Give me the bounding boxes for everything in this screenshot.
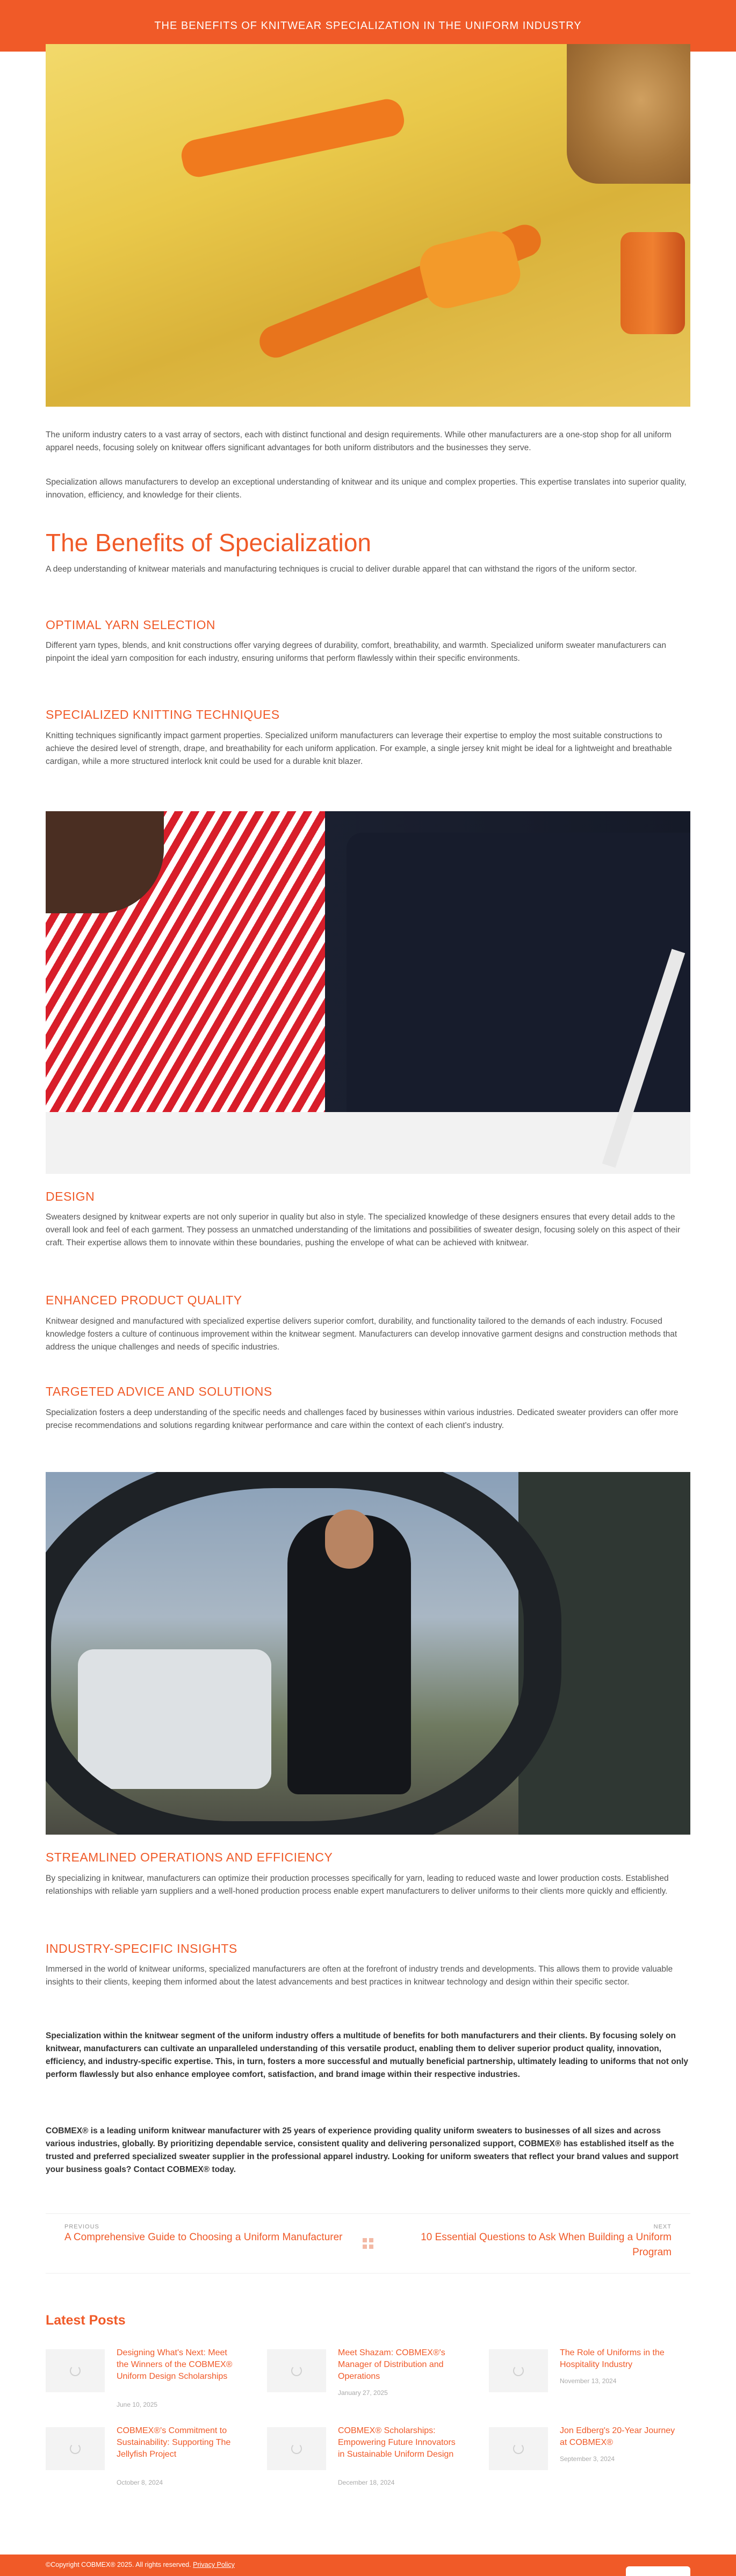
section-heading-design: DESIGN [46, 1189, 95, 1203]
conclusion-paragraph-1: Specialization within the knitwear segment of the uniform industry offers a multitude of benefits for both manufacturers and their clients. By focusing solely on knitwear, manufacturers can cultivate an unparalleled understanding of this versatile product, enabling them to deliver superior product quality, innovation, efficiency, and industry-specific expertise. This, in turn, fosters a more successful and mutually beneficial partnership, ultimately leading to uniforms that not only perform flawlessly but also enhance employee comfort, satisfaction, and brand image within their respective industries. [46, 2031, 689, 2079]
yarn-spool-brown [567, 44, 690, 184]
section-body-yarn: Different yarn types, blends, and knit constructions offer varying degrees of durability, comfort, breathability, and warmth. Specialized uniform sweater manufacturers can pinpoint the ideal yarn composition for each industry, ensuring uniforms that perform flawlessly within their specific environments. [46, 641, 667, 663]
benefits-lead: A deep understanding of knitwear materials and manufacturing techniques is crucial to deliver durable apparel that can withstand the rigors of the uniform sector. [46, 565, 637, 574]
section-heading-knitting: SPECIALIZED KNITTING TECHNIQUES [46, 708, 280, 721]
loading-spinner-icon [291, 2443, 302, 2454]
latest-post-date: September 3, 2024 [560, 2455, 615, 2463]
section-body-insights: Immersed in the world of knitwear uniforms, specialized manufacturers are often at the forefront of industry trends and developments. This allows them to provide valuable insights to their clients, keeping them informed about the latest advancements and best practices in knitwear technology and design within their specific sector. [46, 1965, 673, 1987]
latest-post-title[interactable]: The Role of Uniforms in the Hospitality Industry [560, 2348, 665, 2369]
loading-spinner-icon [291, 2365, 302, 2376]
navy-sweater [347, 833, 690, 1144]
latest-post-title[interactable]: COBMEX®'s Commitment to Sustainability: Supporting The Jellyfish Project [117, 2426, 231, 2459]
section-body-operations: By specializing in knitwear, manufacturers can optimize their production processes specifically for yarn, leading to reduced waste and lower production costs. Established relationships with reliable yarn suppliers and a well-honed production process enable expert manufacturers to deliver uniforms to their clients more quickly and efficiently. [46, 1874, 669, 1896]
section-body-advice: Specialization fosters a deep understanding of the specific needs and challenges faced by businesses within various industries. Dedicated sweater providers can offer more precise recommendations and solutions regarding knitwear performance and care within the context of each client's industry. [46, 1408, 679, 1430]
previous-post-link[interactable] [64, 2224, 344, 2245]
post-thumbnail[interactable] [46, 2427, 105, 2470]
image-sweater-measurement [46, 811, 690, 1174]
next-post-title[interactable]: 10 Essential Questions to Ask When Building a Uniform Program [421, 2232, 672, 2258]
post-thumbnail[interactable] [267, 2427, 326, 2470]
section-heading-insights: INDUSTRY-SPECIFIC INSIGHTS [46, 1942, 237, 1956]
post-thumbnail[interactable] [267, 2349, 326, 2392]
latest-post-card[interactable] [489, 2340, 682, 2415]
benefits-heading: The Benefits of Specialization [46, 529, 372, 557]
latest-post-card[interactable] [489, 2418, 682, 2493]
intro-paragraph-2: Specialization allows manufacturers to develop an exceptional understanding of knitwear and its unique and complex properties. This expertise translates into superior quality, innovation, efficiency, and knowledge for their clients. [46, 478, 687, 500]
privacy-policy-link[interactable]: Privacy Policy [193, 2561, 235, 2568]
knit-patch-detail [415, 227, 525, 313]
next-post-link[interactable] [392, 2224, 672, 2260]
latest-post-date: January 27, 2025 [338, 2389, 388, 2397]
knit-rib-detail [178, 96, 407, 180]
footer-text [46, 2561, 235, 2568]
latest-post-title[interactable]: Designing What's Next: Meet the Winners of the COBMEX® Uniform Design Scholarships [117, 2348, 233, 2381]
loading-spinner-icon [70, 2365, 81, 2376]
latest-post-title[interactable]: COBMEX® Scholarships: Empowering Future Innovators in Sustainable Uniform Design [338, 2426, 456, 2459]
post-thumbnail[interactable] [489, 2349, 548, 2392]
page-title: THE BENEFITS OF KNITWEAR SPECIALIZATION IN THE UNIFORM INDUSTRY [154, 19, 582, 32]
post-thumbnail[interactable] [46, 2349, 105, 2392]
section-heading-advice: TARGETED ADVICE AND SOLUTIONS [46, 1384, 272, 1398]
section-body-knitting: Knitting techniques significantly impact garment properties. Specialized uniform manufacturers can leverage their expertise to employ the most suitable constructions to achieve the desired level of strength, drape, and breathability for each uniform application. For example, a single jersey knit might be ideal for a lightweight and breathable cardigan, while a more structured interlock knit could be used for a durable knit blazer. [46, 731, 672, 766]
floating-tab-button[interactable] [626, 2566, 690, 2576]
site-footer [0, 2555, 736, 2576]
intro-paragraph-1: The uniform industry caters to a vast array of sectors, each with distinct functional and design requirements. While other manufacturers are a one-stop shop for all uniform apparel needs, focusing solely on knitwear offers significant advantages for both uniform distributors and the businesses they serve. [46, 430, 672, 452]
previous-post-title[interactable]: A Comprehensive Guide to Choosing a Uniform Manufacturer [64, 2232, 343, 2243]
section-body-quality: Knitwear designed and manufactured with specialized expertise delivers superior comfort, durability, and functionality tailored to the demands of each industry. Focused knowledge fosters a culture of continuous improvement within the knitwear segment. Manufacturers can develop innovative garment designs and construction methods that address the unique challenges and needs of specific industries. [46, 1317, 677, 1352]
post-navigation [46, 2213, 690, 2274]
all-posts-grid-icon[interactable] [363, 2238, 373, 2249]
latest-post-title[interactable]: Jon Edberg's 20-Year Journey at COBMEX® [560, 2426, 675, 2447]
latest-post-date: November 13, 2024 [560, 2377, 617, 2385]
latest-post-card[interactable] [46, 2418, 239, 2493]
copyright-text: ©Copyright COBMEX® 2025. All rights reserved. [46, 2561, 191, 2568]
conclusion-paragraph-2: COBMEX® is a leading uniform knitwear manufacturer with 25 years of experience providing quality uniform sweaters to businesses of all sizes and across various industries, globally. By prioritizing dependable service, consistent quality and delivering personalized support, COBMEX® has established itself as the trusted and preferred specialized sweater supplier in the professional apparel industry. Looking for uniform sweaters that reflect your brand values and support your business goals? Contact COBMEX® today. [46, 2126, 679, 2174]
latest-post-date: December 18, 2024 [338, 2479, 395, 2486]
image-officer-mirror [46, 1472, 690, 1835]
latest-post-card[interactable] [267, 2340, 460, 2415]
loading-spinner-icon [513, 2365, 524, 2376]
latest-posts-heading: Latest Posts [46, 2313, 126, 2328]
section-body-design: Sweaters designed by knitwear experts are not only superior in quality but also in style. The specialized knowledge of these designers ensures that every detail adds to the overall look and feel of each garment. They possess an unmatched understanding of the limitations and possibilities of sweater design, focusing solely on this aspect of their craft. Their expertise allows them to innovate within these boundaries, pushing the envelope of what can be achieved with knitwear. [46, 1213, 680, 1247]
section-heading-yarn: OPTIMAL YARN SELECTION [46, 618, 216, 632]
loading-spinner-icon [513, 2443, 524, 2454]
latest-post-date: October 8, 2024 [117, 2479, 163, 2486]
latest-post-card[interactable] [46, 2340, 239, 2415]
side-mirror-frame [46, 1472, 561, 1835]
post-thumbnail[interactable] [489, 2427, 548, 2470]
table-surface [46, 1112, 690, 1174]
next-label: NEXT [653, 2224, 672, 2230]
section-heading-operations: STREAMLINED OPERATIONS AND EFFICIENCY [46, 1850, 333, 1864]
yarn-spool-orange [620, 232, 685, 334]
section-heading-quality: ENHANCED PRODUCT QUALITY [46, 1293, 242, 1307]
hero-image-knitwear [46, 44, 690, 407]
latest-post-title[interactable]: Meet Shazam: COBMEX®'s Manager of Distribution and Operations [338, 2348, 445, 2381]
loading-spinner-icon [70, 2443, 81, 2454]
previous-label: PREVIOUS [64, 2224, 99, 2230]
latest-post-card[interactable] [267, 2418, 460, 2493]
latest-post-date: June 10, 2025 [117, 2401, 158, 2408]
